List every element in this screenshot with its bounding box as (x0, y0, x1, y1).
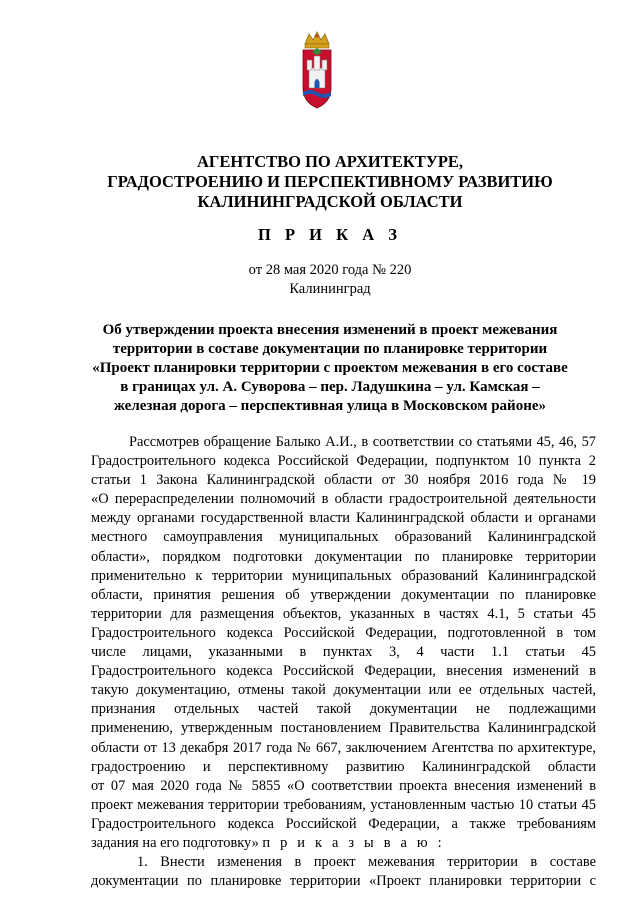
body-text: задания на его подготовку» (91, 834, 259, 851)
date-block (60, 261, 600, 299)
order-keyword: п р и к а з ы в а ю : (262, 834, 445, 851)
body-line: между органами государственной власти Калининградской области и органами (91, 510, 596, 527)
body-line: «О перераспределении полномочий в области градостроительной деятельности (91, 491, 596, 508)
body-line: Градостроительного кодекса Российской Федерации, подпунктом 10 пункта 2 (91, 453, 596, 470)
body-line: градостроению и перспективному развитию Калининградской области (91, 758, 596, 775)
body-line: области», порядком подготовки документации по планировке территории (91, 548, 596, 565)
body-line: области от 13 декабря 2017 года № 667, заключением Агентства по архитектуре, (91, 739, 596, 756)
subject-line: территории в составе документации по планировке территории (112, 341, 548, 357)
body-line: Рассмотрев обращение Балыко А.И., в соответствии со статьями 45, 46, 57 (129, 434, 596, 450)
order-body (91, 433, 596, 891)
agency-line: АГЕНТСТВО ПО АРХИТЕКТУРЕ, (196, 152, 464, 171)
agency-line: ГРАДОСТРОЕНИЮ И ПЕРСПЕКТИВНОМУ РАЗВИТИЮ (107, 172, 553, 191)
body-line: Градостроительного кодекса Российской Федерации, подготовленной в том (91, 624, 596, 641)
document-type: П Р И К А З (258, 225, 402, 244)
subject-line: железная дорога – перспективная улица в Московском районе» (113, 398, 547, 414)
body-line-final (91, 834, 596, 853)
coat-of-arms-icon (300, 30, 334, 112)
body-line: применительно к территории муниципальных образований Калининградской (91, 567, 596, 584)
subject-line: в границах ул. А. Суворова – пер. Ладушкина – ул. Камская – (120, 379, 540, 395)
body-line: признания отдельных частей такой документации не подлежащими (91, 701, 596, 718)
body-line: Градостроительного кодекса Российской Федерации, а также требованиям (91, 815, 596, 832)
body-line: числе лицами, указанными в пунктах 3, 4 части 1.1 статьи 45 (91, 644, 596, 661)
body-line: от 07 мая 2020 года № 5855 «О соответствии проекта внесения изменений в (91, 777, 596, 794)
order-subject (60, 321, 600, 416)
body-line: документации по планировке территории «Проект планировки территории с (91, 873, 596, 890)
agency-line: КАЛИНИНГРАДСКОЙ ОБЛАСТИ (197, 192, 463, 211)
subject-line: «Проект планировки территории с проектом межевания в его составе (92, 360, 568, 376)
body-line: такую документацию, отмены такой документации или ее отдельных частей, (91, 682, 596, 699)
body-line: применению, утвержденным постановлением Правительства Калининградской (91, 720, 596, 737)
subject-line: Об утверждении проекта внесения изменений в проект межевания (102, 322, 558, 338)
body-line: области, принятия решения об утверждении документации по планировке (91, 586, 596, 603)
body-line: статьи 1 Закона Калининградской области от 30 ноября 2016 года № 19 (91, 472, 596, 489)
body-line: местного самоуправления муниципальных образований Калининградской (91, 529, 596, 546)
body-line: 1. Внести изменения в проект межевания территории в составе (137, 854, 596, 871)
body-line: Градостроительного кодекса Российской Федерации, внесения изменений в (91, 663, 596, 680)
body-line: проект межевания территории требованиям, установленным частью 10 статьи 45 (91, 796, 596, 813)
body-line: территории для размещения объектов, указанных в частях 4.1, 5 статьи 45 (91, 605, 596, 622)
city: Калининград (289, 281, 371, 297)
order-date-number: от 28 мая 2020 года № 220 (248, 262, 412, 278)
agency-name (60, 152, 600, 212)
